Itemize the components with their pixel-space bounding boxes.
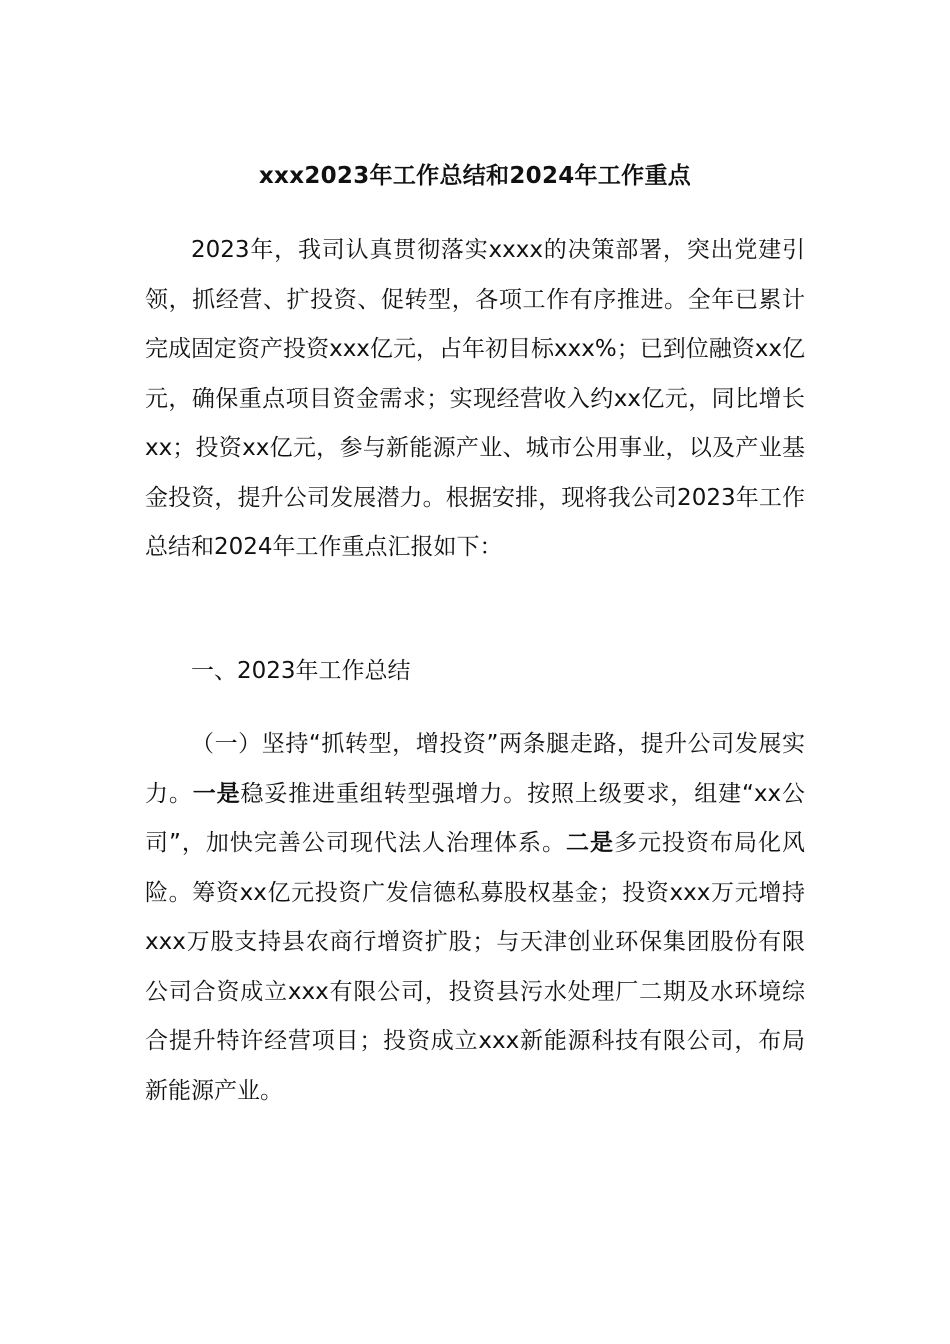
point-label-2: 二是 — [565, 830, 614, 856]
section-heading: 一、2023年工作总结 — [191, 658, 411, 684]
point-label-1: 一是 — [192, 780, 241, 807]
intro-paragraph: 2023年，我司认真贯彻落实xxxx的决策部署，突出党建引领，抓经营、扩投资、促转型，各项工作有序推进。全年已累计完成固定资产投资xxx亿元，占年初目标xxx%；已到位融资xx亿元，确保重点项目资金需求；实现经营收入约xx亿元，同比增长xx；投资xx亿元，参与新能源产业、城市公用事业，以及产业基金投资，提升公司发展潜力。根据安排，现将我公司2023年工作总结和2024年工作重点汇报如下： — [145, 237, 805, 560]
document-title: xxx2023年工作总结和2024年工作重点 — [258, 163, 692, 189]
point-text-2: 多元投资布局化风险。筹资xx亿元投资广发信德私募股权基金；投资xxx万元增持xxx万股支持县农商行增资扩股；与天津创业环保集团股份有限公司合资成立xxx有限公司，投资县污水处理厂二期及水环境综合提升特许经营项目；投资成立xxx新能源科技有限公司，布局新能源产业。 — [145, 830, 806, 1104]
subsection-paragraph — [145, 720, 805, 1116]
point-text-1: 稳妥推进重组转型强增力。按照上级要求，组建“xx公司”，加快完善公司现代法人治理体系。 — [145, 780, 806, 856]
subsection-heading: （一）坚持“抓转型，增投资”两条腿走路，提升公司发展实力。 — [145, 731, 805, 807]
